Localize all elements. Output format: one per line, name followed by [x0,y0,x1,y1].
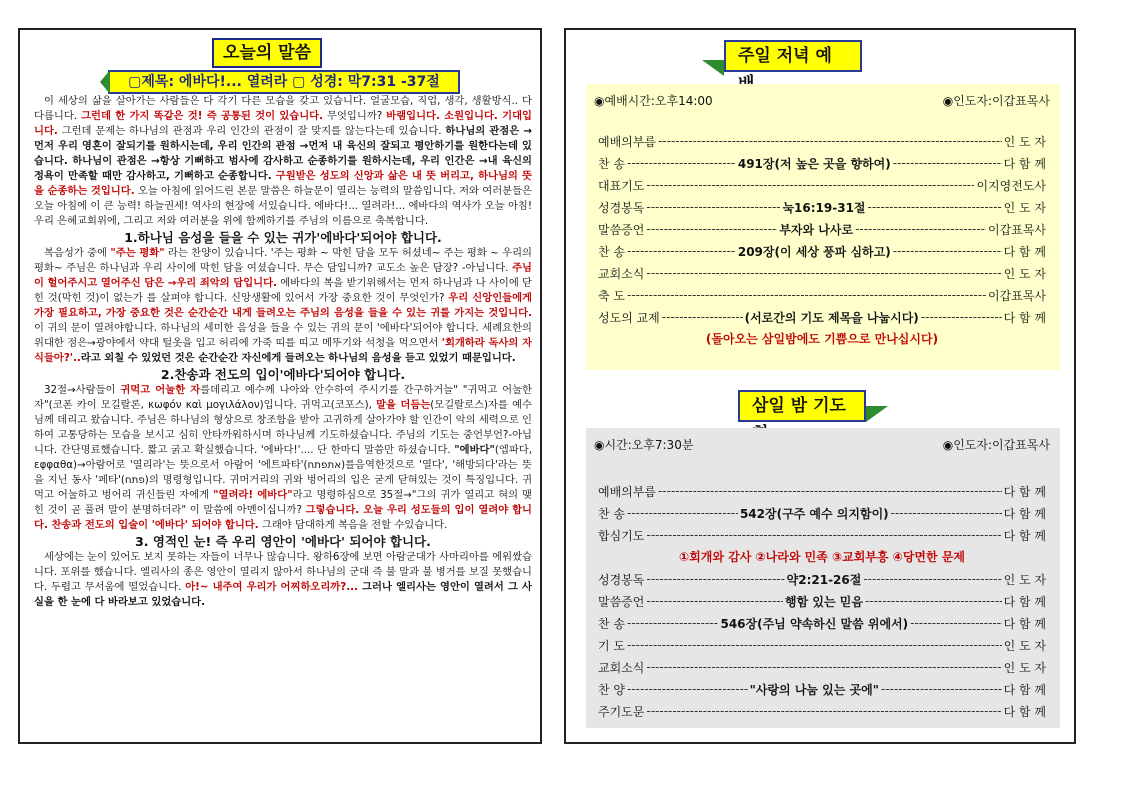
dotted-leader [627,638,1002,652]
triangle-decoration-icon [866,406,888,422]
order-row [598,152,1046,174]
dotted-leader [658,134,1002,148]
dotted-leader [855,222,986,236]
sermon-text-run: 하나님이 관점은 →항상 기뻐하고 범사에 감사하고 순종하기를 원하시는데, 우리 인간은 →내 육신의 정욕이 만족할 때만 감사하고, 기뻐하고 순종합니다. [34,155,532,182]
dotted-leader [646,594,783,608]
sermon-subtitle-text: ▢제목: 에바다!... 열려라 ▢ 성경: 막7:31 -37절 [128,74,440,90]
order-item-label: 예배의부름 [598,484,656,499]
dotted-leader [627,288,986,302]
order-item-label: 기 도 [598,638,625,653]
sermon-text-run: '회개하라 독사의 자식들아?'.. [34,337,532,364]
sermon-text-run: 무엇입니까? [323,110,387,122]
wednesday-prayer-title: 삼일 밤 기도 [738,390,866,422]
order-item-label: 대표기도 [598,178,645,193]
triangle-decoration-icon [702,60,724,76]
sunday-time: ◉예배시간:오후14:00 [594,94,713,108]
order-row [598,480,1046,502]
order-item-label: 찬 송 [598,156,625,171]
sermon-text-run: 귀먹고 어눌한 자 [120,384,201,396]
dotted-leader [646,266,1001,280]
dotted-leader [646,660,1001,674]
triangle-decoration-icon [100,70,110,94]
order-item-label: 성경봉독 [598,200,645,215]
dotted-leader [646,704,1001,718]
sermon-paragraph [34,550,532,610]
sunday-evening-title: 주일 저녁 예 [724,40,862,72]
order-item-leader: 다 함 께 [1003,484,1046,499]
sermon-text-run: 라고 외칠 수 있었던 것은 순간순간 자신에게 들려오는 하나님의 음성을 듣고 있었기 때문입니다. [80,352,516,364]
sermon-panel [18,28,542,744]
sunday-order-list [598,130,1046,350]
order-item-leader: 이갑표목사 [988,222,1047,237]
dotted-leader [646,222,777,236]
order-item-detail: 209장(이 세상 풍파 심하고) [737,244,891,259]
order-row [598,262,1046,284]
dotted-leader [646,178,974,192]
order-item-leader: 다 함 께 [1003,156,1046,171]
sermon-text-run: 이 세상의 삶을 살아가는 사람들은 다 각기 다른 모습을 갖고 있습니다. 얼굴모습, 직업, 생각, 생활방식.. 다 다릅니다. [34,95,532,122]
order-item-leader: 다 함 께 [1003,616,1046,631]
sermon-text-run: 하나님의 관점은 →먼저 우리 영혼이 잘되기를 원하시는데, 우리 인간의 관점 →먼저 내 육신의 잘되고 평안하기를 원한다는데 있습니다. [34,125,532,167]
sermon-text-run: "열려라! 에바다" [213,489,293,501]
sermon-section-1 [34,246,532,366]
order-row [598,656,1046,678]
sermon-text-run: 바램입니다. 소원입니다. 기대입니다. [34,110,532,137]
worship-order-panel [564,28,1076,744]
sermon-text-run: 아!~ 내주여 우리가 어찌하오리까?... [185,581,358,593]
sermon-text-run: 이 귀의 문이 열려야합니다. 하나님의 세미한 음성을 들을 수 있는 귀의 문이 '에바다'되어야 합니다. 세례요한의 위대한 점은→광야에서 약대 털옷을 입고 허리에 가죽 띠를 띠고 메뚜기와 석청을 먹으면서 [34,322,532,349]
sermon-text-run: 라는 찬양이 있습니다. '주는 평화 ~ 막힌 담을 모두 허셨네~ 주는 평화 ~ 우리의 평화~ 주님은 하나님과 우리 사이에 막힌 담을 여셨습니다. 무슨 담입니까? 교도소 높은 담장? -아닙니다. [34,247,532,274]
sermon-text-run: 를데리고 예수께 나아와 안수하여 주시기를 간구하거늘" "귀먹고 어눌한 자"(코폰 카이 모길랄론, κωφόν καὶ μογιλάλον)입니다. 귀먹고(코포스), [34,384,532,411]
order-item-detail: 부자와 나사로 [779,222,854,237]
order-item-leader: 다 함 께 [1003,682,1046,697]
order-item-label: 예배의부름 [598,134,656,149]
order-row [598,502,1046,524]
sermon-heading-3: 3. 영적인 눈! 즉 우리 영안이 '에바다' 되어야 합니다. [135,534,431,549]
sermon-text-run: 주님이 헐어주시고 열어주신 담은 →우리 죄악의 담입니다. [34,262,532,289]
order-item-leader: 이지영전도사 [976,178,1046,193]
order-item-label: 찬 양 [598,682,625,697]
order-item-label: 축 도 [598,288,625,303]
sermon-text-run: 말을 더듬는 [376,399,431,411]
order-item-leader: 인 도 자 [1003,638,1046,653]
dotted-leader [910,616,1001,630]
order-row [598,174,1046,196]
order-row [598,678,1046,700]
sermon-text-run: 그래야 담대하게 복음을 전할 수있습니다. [258,519,448,531]
order-item-label: 교회소식 [598,660,645,675]
order-row [598,306,1046,328]
sermon-text-run: 32절→사람들이 [44,384,121,396]
wednesday-order-list [598,480,1046,722]
order-item-detail: 542장(구주 예수 의지함이) [739,506,889,521]
sunday-order-box [586,84,1060,370]
order-item-detail: 눅16:19-31절 [782,200,866,215]
order-item-label: 찬 송 [598,244,625,259]
order-item-label: 주기도문 [598,704,645,719]
sermon-text-run: 그렇습니다. 오늘 우리 성도들의 입이 열려야 합니다. 찬송과 전도의 입술이 '에바다' 되어야 합니다. [34,504,532,531]
sermon-title: 오늘의 말씀 [212,38,322,68]
dotted-leader [627,616,718,630]
order-row [598,130,1046,152]
order-item-label: 교회소식 [598,266,645,281]
order-item-leader: 다 함 께 [1003,594,1046,609]
dotted-leader [891,506,1002,520]
sermon-text-run: (엡파다, εφφαθα)→아람어로 '열리라'는 뜻으로서 아람어 '에트파타'(אתפתח)를음역한것으로 '열다', '해방되다'라는 뜻을 지닌 동사 '페타'(פתח)의 명령형입니다. 귀머거리의 귀와 벙어리의 입은 굳게 닫혀있는 것이 특징입니다. 귀먹고 어눌하고 벙어리 귀신들린 자에게 [34,444,532,501]
order-item-label: 합심기도 [598,528,645,543]
order-item-leader: 인 도 자 [1003,266,1046,281]
order-row [598,196,1046,218]
sermon-section-2 [34,383,532,533]
dotted-leader [881,682,1002,696]
dotted-leader [646,528,1001,542]
order-item-leader: 인 도 자 [1003,134,1046,149]
wednesday-time: ◉시간:오후7:30분 [594,438,694,452]
sermon-text-run: 그런데 한 가지 똑같은 것! 즉 공통된 것이 있습니다. [81,110,324,122]
order-item-leader: 다 함 께 [1003,310,1046,325]
order-item-detail: 행함 있는 믿음 [785,594,863,609]
order-row [598,240,1046,262]
order-row [598,568,1046,590]
dotted-leader [868,200,1002,214]
sermon-text-run: "주는 평화" [110,247,165,259]
order-item-leader: 다 함 께 [1003,528,1046,543]
sermon-subtitle [108,70,460,94]
order-item-detail: (서로간의 기도 제목을 나눕시다) [744,310,919,325]
sermon-paragraph [34,246,532,366]
prayer-topics: ①회개와 감사 ②나라와 민족 ③교회부흥 ④당면한 문제 [679,550,965,564]
order-item-label: 성경봉독 [598,572,645,587]
sermon-intro [34,94,532,229]
order-row [598,524,1046,546]
sermon-paragraph [34,94,532,229]
sermon-body [34,94,532,742]
sermon-paragraph [34,383,532,533]
wednesday-leader: ◉인도자:이갑표목사 [942,438,1050,452]
order-row [598,590,1046,612]
sermon-text-run: "에바다" [454,444,495,456]
order-item-label: 말씀증언 [598,594,645,609]
order-item-leader: 다 함 께 [1003,244,1046,259]
sermon-text-run: 오늘 아침에 읽어드린 본문 말씀은 하늘문이 열리는 능력의 말씀입니다. 저와 여러분들은 오늘 아침에 이 큰 능력! 하늘권세! 역사의 현장에 서있습니다. 에바다!... 열려라!... 에바다의 역사가 오늘 아침! 우리 은혜교회위에, 그리고 저와 여러분을 위에 함께하기를 주님의 이름으로 축복합니다. [34,185,532,227]
dotted-leader [865,594,1002,608]
wednesday-meta [594,436,1050,453]
dotted-leader [893,244,1002,258]
order-item-label: 찬 송 [598,616,625,631]
dotted-leader [646,200,780,214]
dotted-leader [627,244,736,258]
dotted-leader [921,310,1002,324]
order-item-detail: "사랑의 나눔 있는 곳에" [749,682,879,697]
sermon-text-run: 세상에는 눈이 있어도 보지 못하는 자들이 너무나 많습니다. 왕하6장에 보면 아람군대가 사마리아를 에워쌌습니다. 포위를 했습니다. 엘리사의 종은 영안이 열리지 않아서 하나님의 군대 즉 불 말과 불 병거를 보질 못했습니다. 두렵고 무서움에 떨었습니다. [34,551,532,593]
wednesday-order-box [586,428,1060,728]
order-item-leader: 인 도 자 [1003,572,1046,587]
dotted-leader [662,310,743,324]
sermon-text-run: 그런데 문제는 하나님의 관점과 우리 인간의 관점이 잘 맞지를 않는다는데 있습니다. [57,125,446,137]
order-item-detail: 약2:21-26절 [786,572,862,587]
dotted-leader [646,572,784,586]
dotted-leader [627,682,748,696]
sunday-leader: ◉인도자:이갑표목사 [942,94,1050,108]
sermon-text-run: 우리 신앙인들에게 가장 필요하고, 가장 중요한 것은 순간순간 내게 들려오는 주님의 음성을 들을 수 있는 귀를 가지는 것입니다. [34,292,532,319]
order-row [598,284,1046,306]
dotted-leader [627,506,738,520]
dotted-leader [627,156,736,170]
sunday-meta [594,92,1050,109]
order-item-leader: 인 도 자 [1003,660,1046,675]
order-row [598,612,1046,634]
order-item-leader: 이갑표목사 [988,288,1046,303]
order-item-leader: 다 함 께 [1003,506,1046,521]
order-item-detail: 491장(저 높은 곳을 향하여) [737,156,891,171]
sermon-section-3 [34,550,532,610]
order-item-label: 성도의 교제 [598,310,660,325]
sermon-text-run: 복음성가 중에 [44,247,111,259]
sermon-text-run: 그러나 엘리사는 영안이 열려서 그 사실을 한 눈에 다 바라보고 있었습니다. [34,581,532,608]
order-item-leader: 인 도 자 [1003,200,1046,215]
sermon-text-run: 에바다의 복을 받기위해서는 먼저 하나님과 나 사이에 닫힌 것(막힌 것)이 없는가 를 살펴야 합니다. 신앙생활에 있어서 가장 중요한 것이 무엇인가? [34,277,532,304]
sunday-note: (돌아오는 삼일밤에도 기쁨으로 만나십시다) [705,332,939,346]
order-row [598,700,1046,722]
order-item-label: 찬 송 [598,506,625,521]
dotted-leader [893,156,1002,170]
order-row [598,634,1046,656]
dotted-leader [658,484,1002,498]
sermon-text-run: 라고 명령하심으로 35절→"그의 귀가 열리고 혀의 맺힌 것이 곧 풀려 말이 분명하더라" 이 말씀에 아멘이십니까? [34,489,532,516]
dotted-leader [863,572,1001,586]
order-item-detail: 546장(주님 약속하신 말씀 위에서) [720,616,909,631]
order-item-leader: 다 함 께 [1003,704,1046,719]
order-row [598,218,1046,240]
sermon-heading-1: 1.하나님 음성을 들을 수 있는 귀가'에바다'되어야 합니다. [124,230,442,245]
sermon-text-run: 구원받은 성도의 신앙과 삶은 내 뜻 버리고, 하나님의 뜻을 순종하는 것입니다. [34,170,532,197]
order-item-label: 말씀증언 [598,222,645,237]
sermon-heading-2: 2.찬송과 전도의 입이'에바다'되어야 합니다. [160,367,406,382]
sermon-text-run: (모길랄로스)자를 예수님께 데리고 왔습니다. 주님은 하나님의 형상으로 창조함을 받아 고귀하게 살아가야 할 인간이 악의 세력으로 인하여 고통당하는 모습을 보시고 심히 안타까워하시며 하나님께 기도하셨습니다. 주님의 기도는 중언부언?-아닙니다. 간단명료했습니다. 짧고 굵고 확실했습니다. '에바다!'.... 단 한마디 말씀만 하셨습니다. [34,399,532,456]
